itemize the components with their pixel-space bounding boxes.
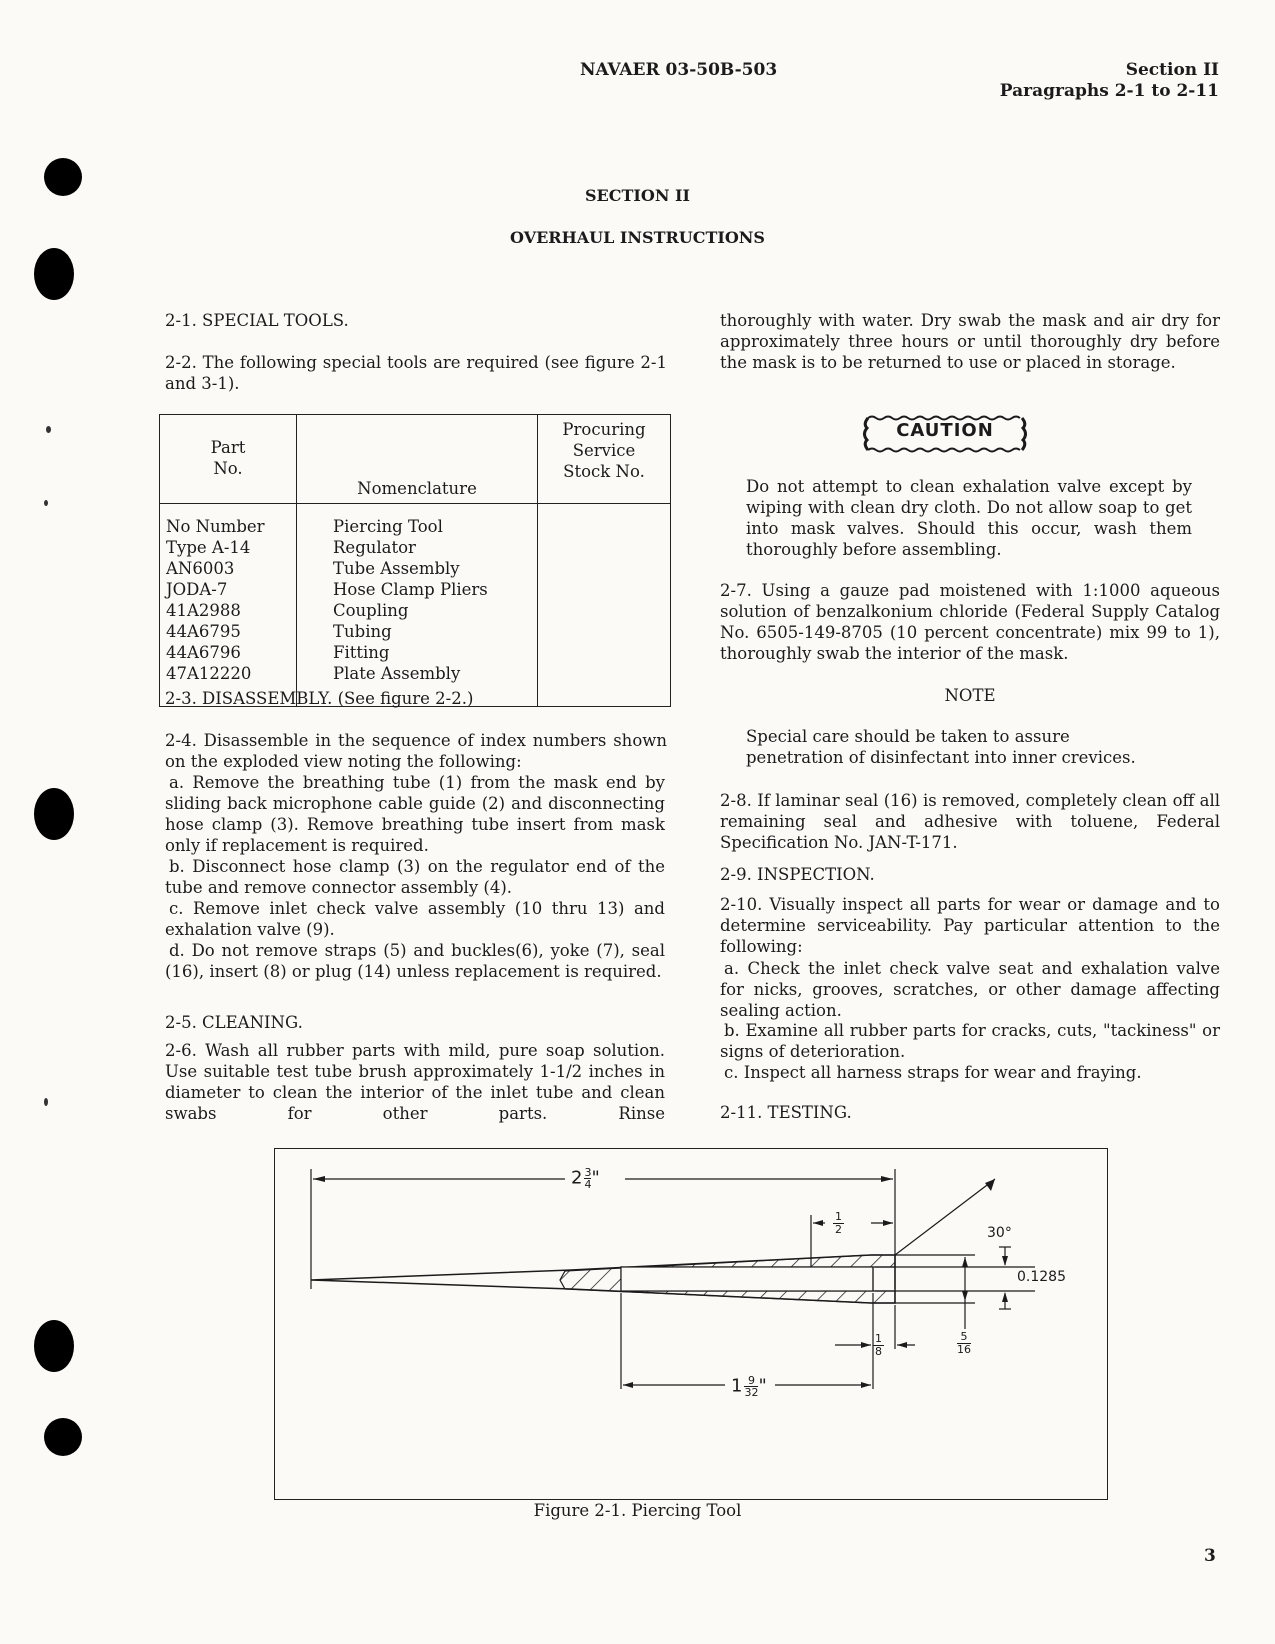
table-cell: Fitting	[333, 643, 390, 662]
dim-half-den: 2	[835, 1223, 842, 1236]
stock-number-cell	[538, 504, 671, 707]
table-row: JODA-7	[166, 580, 228, 599]
speck	[44, 500, 48, 506]
dim-eighth-num: 1	[875, 1332, 882, 1345]
dim-bore-length: 1 $\frac{9}{32}$ "	[731, 1374, 767, 1399]
para-2-10c: c. Inspect all harness straps for wear and fraying.	[724, 1063, 1142, 1082]
dim-half	[833, 1211, 844, 1236]
col-header-procuring-text: Procuring Service Stock No.	[562, 420, 646, 481]
table-cell: Tube Assembly	[333, 559, 460, 578]
note-text: Special care should be taken to assure penetration of disinfectant into inner crevices.	[746, 727, 1136, 767]
table-cell: Tubing	[333, 622, 392, 641]
dim-overall-num: 3	[584, 1166, 592, 1179]
para-2-10b: b. Examine all rubber parts for cracks, cuts, "tackiness" or signs of deterioration.	[720, 1021, 1220, 1061]
col-header-part	[160, 415, 297, 504]
section-label: Section II	[1125, 60, 1219, 80]
heading-disassembly: 2-3. DISASSEMBLY. (See figure 2-2.)	[165, 689, 474, 708]
heading-testing: 2-11. TESTING.	[720, 1103, 852, 1122]
table-cell: Hose Clamp Pliers	[333, 580, 488, 599]
para-2-10: 2-10. Visually inspect all parts for wear or damage and to determine serviceability. Pay particular attention to the following:	[720, 895, 1220, 956]
para-2-4: 2-4. Disassemble in the sequence of index numbers shown on the exploded view noting the following:	[165, 731, 667, 771]
para-2-2: 2-2. The following special tools are required (see figure 2-1 and 3-1).	[165, 353, 667, 393]
table-row: 44A6796	[166, 643, 241, 662]
page-number: 3	[1204, 1546, 1216, 1566]
para-2-10a: a. Check the inlet check valve seat and exhalation valve for nicks, grooves, scratches, or other damage affecting sealing action.	[720, 959, 1220, 1020]
heading-inspection: 2-9. INSPECTION.	[720, 865, 875, 884]
dim-half-num: 1	[835, 1210, 842, 1223]
dim-overall-den: 4	[584, 1178, 592, 1191]
table-cell: Plate Assembly	[333, 664, 461, 683]
dim-bore-len-num: 9	[744, 1375, 758, 1387]
dim-bore-diameter: 0.1285	[1017, 1269, 1066, 1285]
doc-number: NAVAER 03-50B-503	[580, 60, 778, 80]
dim-5-16-num: 5	[957, 1331, 971, 1344]
col-header-nomenclature	[297, 415, 538, 504]
binder-hole	[44, 1418, 82, 1456]
para-2-4a: a. Remove the breathing tube (1) from the mask end by sliding back microphone cable guide (2) and disconnecting hose clamp (3). Remove breathing tube insert from mask only if replacement is required.	[165, 773, 665, 855]
para-2-4c: c. Remove inlet check valve assembly (10 thru 13) and exhalation valve (9).	[165, 899, 665, 939]
para-2-7: 2-7. Using a gauze pad moistened with 1:1000 aqueous solution of benzalkonium chloride (Federal Supply Catalog No. 6505-149-8705 (10 percent concentrate) mix 99 to 1), thoroughly swab the interior of the mask.	[720, 581, 1220, 663]
dim-eighth-den: 8	[875, 1345, 882, 1358]
table-header-row	[160, 415, 671, 504]
dim-overall: 2 $\frac{3}{4}$ "	[571, 1166, 600, 1191]
section-title: SECTION II	[585, 186, 690, 205]
col-header-procuring	[538, 415, 671, 504]
table-row: 47A12220	[166, 664, 252, 683]
dim-bore-len-whole: 1	[731, 1375, 743, 1397]
binder-hole	[34, 788, 74, 840]
dim-5-16-den: 16	[957, 1343, 971, 1356]
speck	[46, 426, 51, 433]
binder-hole	[34, 1320, 74, 1372]
special-tools-table	[159, 414, 671, 707]
binder-hole	[34, 248, 74, 300]
piercing-tool-drawing	[275, 1149, 1107, 1499]
table-cell: Regulator	[333, 538, 416, 557]
caution-text: Do not attempt to clean exhalation valve except by wiping with clean dry cloth. Do not allow soap to get into mask valves. Should this occur, wash them thoroughly before assembling.	[746, 477, 1192, 559]
dim-five-sixteenths	[957, 1331, 971, 1356]
para-2-6: 2-6. Wash all rubber parts with mild, pure soap solution. Use suitable test tube brush approximately 1-1/2 inches in diameter to clean the interior of the inlet tube and clean swabs for other parts. Rinse	[165, 1041, 665, 1123]
speck	[44, 1098, 48, 1106]
para-2-6-continued: thoroughly with water. Dry swab the mask and air dry for approximately three hours or until thoroughly dry before the mask is to be returned to use or placed in storage.	[720, 311, 1220, 372]
table-body-row	[160, 504, 671, 707]
para-2-8: 2-8. If laminar seal (16) is removed, completely clean off all remaining seal and adhesive with toluene, Federal Specification No. JAN-T-171.	[720, 791, 1220, 852]
dim-eighth	[873, 1333, 884, 1358]
figure-caption: Figure 2-1. Piercing Tool	[533, 1501, 742, 1520]
heading-cleaning: 2-5. CLEANING.	[165, 1013, 303, 1032]
part-numbers-cell	[160, 504, 297, 707]
table-row: Type A-14	[166, 538, 251, 557]
nomenclature-cell	[297, 504, 538, 707]
section-subtitle: OVERHAUL INSTRUCTIONS	[510, 228, 765, 247]
paragraph-range: Paragraphs 2-1 to 2-11	[999, 81, 1219, 101]
dim-overall-whole: 2	[571, 1167, 583, 1189]
dim-bore-len-den: 32	[744, 1386, 759, 1399]
col-header-part-text: Part No.	[210, 438, 246, 478]
table-cell: Coupling	[333, 601, 409, 620]
table-row: AN6003	[166, 559, 235, 578]
table-cell: Piercing Tool	[333, 517, 443, 536]
heading-special-tools: 2-1. SPECIAL TOOLS.	[165, 311, 349, 330]
dim-angle: 30°	[987, 1225, 1012, 1241]
table-row: 41A2988	[166, 601, 241, 620]
col-header-nomenclature-text: Nomenclature	[357, 479, 477, 498]
note-label: NOTE	[944, 686, 996, 705]
caution-box	[860, 414, 1030, 454]
table-row: No Number	[166, 517, 265, 536]
para-2-4b: b. Disconnect hose clamp (3) on the regulator end of the tube and remove connector assembly (4).	[165, 857, 665, 897]
caution-label: CAUTION	[896, 420, 994, 441]
para-2-4d: d. Do not remove straps (5) and buckles(6), yoke (7), seal (16), insert (8) or plug (14) unless replacement is required.	[165, 941, 665, 981]
figure-2-1	[274, 1148, 1108, 1500]
table-row: 44A6795	[166, 622, 241, 641]
